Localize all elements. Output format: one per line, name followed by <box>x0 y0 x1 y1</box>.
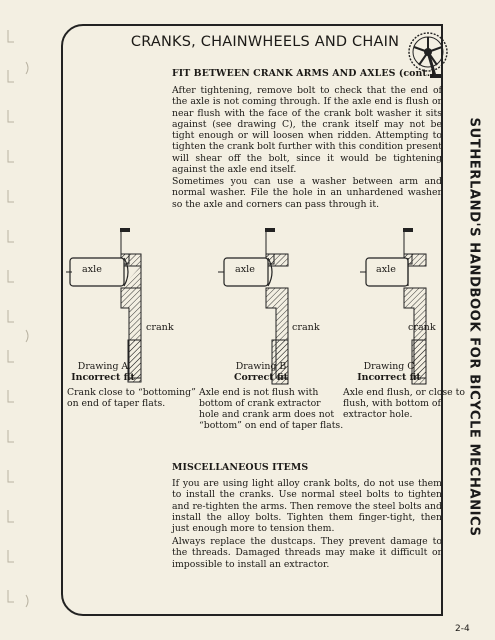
binder-edge <box>0 0 40 640</box>
page-number: 2-4 <box>455 624 470 634</box>
drawing-c-caption: Axle end flush, or close to flush, with bottom of extractor hole. <box>343 387 465 420</box>
crank-label-c: crank <box>408 322 436 333</box>
crank-label-b: crank <box>292 322 320 333</box>
paragraph-alloy-bolts: If you are using light alloy crank bolts, do not use them to install the cranks. Use normal steel bolts to tighten and re-tighten the arms. Then remove the steel bolts and install the alloy bolts. Tighten them finger-tight, then just enough more to tension them. <box>172 478 442 535</box>
paragraph-dustcaps: Always replace the dustcaps. They prevent damage to the threads. Damaged threads may make it difficult or impossible to install an extractor. <box>172 536 442 570</box>
side-title: SUTHERLAND'S HANDBOOK FOR BICYCLE MECHANICS <box>466 117 482 537</box>
paragraph-tightening: After tightening, remove bolt to check that the end of the axle is not coming through. If the axle end is flush or near flush with the face of the crank bolt washer it sits against (see drawing C), the crank itself may not be tight enough or will loosen when ridden. Attempting to tighten the crank bolt further with this condition present will shear off the bolt, since it would be tightening against the axle end itself. <box>172 85 442 176</box>
drawing-a-label: Drawing A Incorrect fit <box>71 361 135 383</box>
drawing-c-label: Drawing C Incorrect fit <box>357 361 421 383</box>
section-heading-fit: FIT BETWEEN CRANK ARMS AND AXLES (cont.) <box>172 68 435 79</box>
drawing-b-caption: Axle end is not flush with bottom of crank extractor hole and crank arm does not “bottom” on end of taper flats. <box>199 387 344 431</box>
drawing-a-caption: Crank close to “bottoming” on end of taper flats. <box>67 387 196 409</box>
drawing-b-label: Drawing B Correct fit <box>233 361 288 383</box>
section-heading-misc: MISCELLANEOUS ITEMS <box>172 462 309 473</box>
axle-label-b: axle <box>235 264 255 275</box>
crank-label-a: crank <box>146 322 174 333</box>
paragraph-washer: Sometimes you can use a washer between arm and normal washer. File the hole in an unhardened washer so the axle and corners can pass through it. <box>172 176 442 210</box>
axle-label-a: axle <box>82 264 102 275</box>
axle-label-c: axle <box>376 264 396 275</box>
page-title: CRANKS, CHAINWHEELS AND CHAIN <box>130 34 400 50</box>
